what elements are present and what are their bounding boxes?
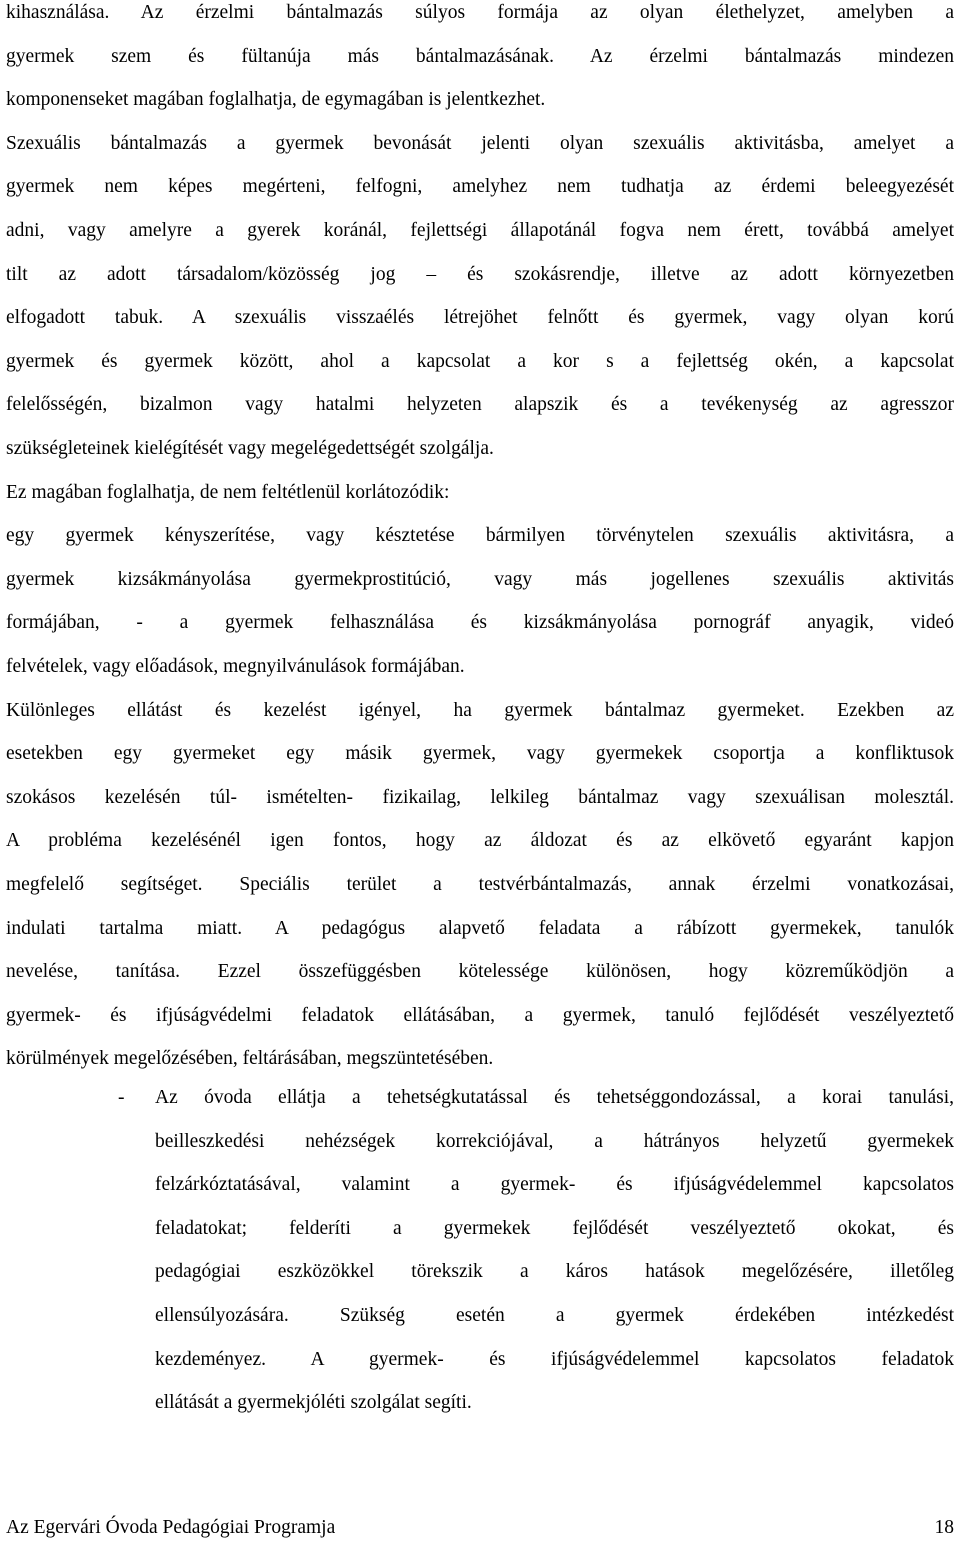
bullet-text-line: ellensúlyozására. Szükség esetén a gyermek érdekében intézkedést [155,1305,954,1326]
text-line: kihasználása. Az érzelmi bántalmazás súlyos formája az olyan élethelyzet, amelyben a [6,2,954,23]
bullet-text-line: felzárkóztatásával, valamint a gyermek- és ifjúságvédelemmel kapcsolatos [155,1174,954,1196]
bullet-text-line: ellátását a gyermekjóléti szolgálat segíti. [155,1392,472,1414]
text-line: Ez magában foglalhatja, de nem feltétlenül korlátozódik: [6,481,450,503]
bullet-text-line: pedagógiai eszközökkel törekszik a káros hatások megelőzésére, illetőleg [155,1261,954,1283]
text-line: szokásos kezelésén túl- ismételten- fizikailag, lelkileg bántalmaz vagy szexuálisan molesztál. [6,786,954,808]
bullet-text-line: feladatokat; felderíti a gyermekek fejlődését veszélyeztető okokat, és [155,1217,954,1239]
text-line: A probléma kezelésénél igen fontos, hogy az áldozat és az elkövető egyaránt kapjon [6,830,954,852]
text-line: elfogadott tabuk. A szexuális visszaélés létrejöhet felnőtt és gyermek, vagy olyan korú [6,307,954,329]
text-line: felvételek, vagy előadások, megnyilvánulások formájában. [6,656,465,677]
text-line: Különleges ellátást és kezelést igényel, ha gyermek bántalmaz gyermeket. Ezekben az [6,699,954,721]
text-line: Szexuális bántalmazás a gyermek bevonását jelenti olyan szexuális aktivitásba, amelyet a [6,132,954,154]
bullet-text-line: Az óvoda ellátja a tehetségkutatással és tehetséggondozással, a korai tanulási, [155,1087,954,1108]
text-line: egy gyermek kényszerítése, vagy késztetése bármilyen törvénytelen szexuális aktivitásra, a [6,525,954,547]
text-line: gyermek kizsákmányolása gyermekprostitúció, vagy más jogellenes szexuális aktivitás [6,568,954,590]
page-number: 18 [934,1517,954,1538]
text-line: nevelése, tanítása. Ezzel összefüggésben kötelessége különösen, hogy közreműködjön a [6,961,954,983]
text-line: gyermek és gyermek között, ahol a kapcsolat a kor s a fejlettség okén, a kapcsolat [6,350,954,372]
text-line: gyermek szem és fültanúja más bántalmazásának. Az érzelmi bántalmazás mindezen [6,45,954,67]
text-line: indulati tartalma miatt. A pedagógus alapvető feladata a rábízott gyermekek, tanulók [6,917,954,939]
text-line: körülmények megelőzésében, feltárásában, megszüntetésében. [6,1048,494,1070]
text-line: megfelelő segítséget. Speciális terület a testvérbántalmazás, annak érzelmi vonatkozásai, [6,874,954,895]
bullet-text-line: beilleszkedési nehézségek korrekciójával, a hátrányos helyzetű gyermekek [155,1130,954,1152]
text-line: komponenseket magában foglalhatja, de egymagában is jelentkezhet. [6,89,546,111]
text-line: tilt az adott társadalom/közösség jog – és szokásrendje, illetve az adott környezetben [6,263,954,285]
bullet-text-line: kezdeményez. A gyermek- és ifjúságvédelemmel kapcsolatos feladatok [155,1348,954,1370]
bullet-marker: - [118,1087,125,1108]
text-line: formájában, - a gyermek felhasználása és kizsákmányolása pornográf anyagik, videó [6,612,954,634]
text-line: szükségleteinek kielégítését vagy megelégedettségét szolgálja. [6,438,494,459]
text-line: adni, vagy amelyre a gyerek koránál, fejlettségi állapotánál fogva nem érett, továbbá amelyet [6,220,954,241]
text-line: esetekben egy gyermeket egy másik gyermek, vagy gyermekek csoportja a konfliktusok [6,743,954,765]
footer-title: Az Egervári Óvoda Pedagógiai Programja [6,1517,336,1538]
text-line: felelősségén, bizalmon vagy hatalmi helyzeten alapszik és a tevékenység az agresszor [6,394,954,416]
text-line: gyermek nem képes megérteni, felfogni, amelyhez nem tudhatja az érdemi beleegyezését [6,176,954,198]
text-line: gyermek- és ifjúságvédelmi feladatok ellátásában, a gyermek, tanuló fejlődését veszélyeztető [6,1004,954,1026]
